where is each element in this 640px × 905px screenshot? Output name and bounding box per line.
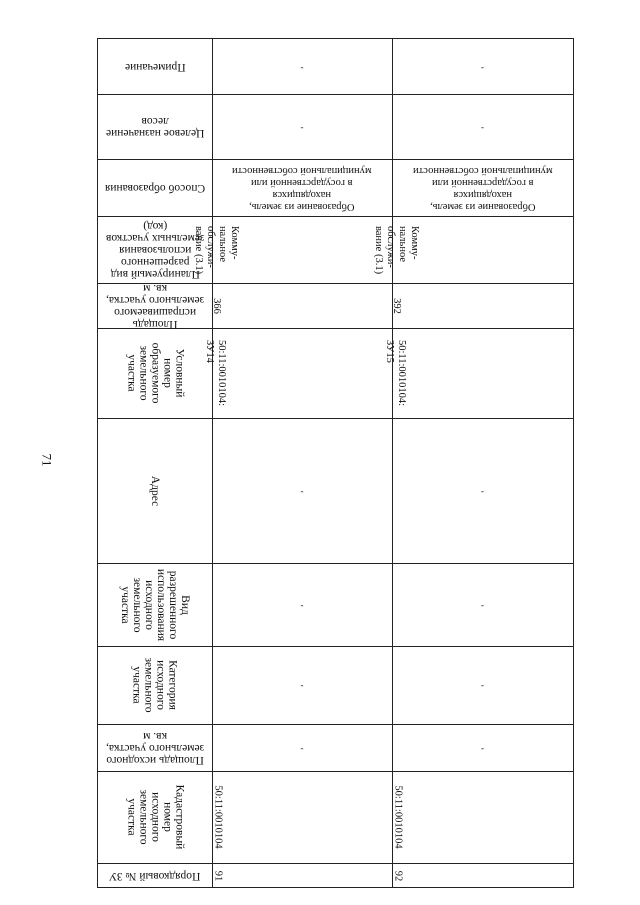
row91-number: [212, 863, 392, 889]
header-category-source-text: Категория исходного земельного участка: [130, 657, 179, 713]
header-note-text: Примечание: [124, 60, 186, 73]
header-planned-use-text: Планируемый вид разрешенного использования земельных участков (код): [105, 219, 205, 280]
row92-forest-purpose-text: -: [481, 121, 484, 132]
row92-formation-method: [392, 159, 573, 216]
row92-category-source-text: -: [481, 680, 484, 690]
row91-conditional-number: [204, 328, 392, 418]
row92-number-text: 92: [392, 870, 404, 882]
header-row-no-text: Порядковый № ЗУ: [109, 870, 201, 882]
row92-permitted-use-source-text: -: [481, 599, 484, 610]
row91-conditional-number-text: 50:11:0010104: ЗУ14: [204, 339, 228, 407]
row91-area-source: [212, 724, 392, 771]
row91-formation-method: [212, 159, 392, 216]
page-number: 71: [39, 453, 55, 467]
row91-number-text: 91: [212, 870, 224, 882]
row91-permitted-use-source: [212, 563, 392, 646]
row91-forest-purpose: [212, 94, 392, 159]
header-area-source: [98, 724, 212, 771]
row91-address: [212, 418, 392, 563]
header-permitted-use-source-text: Вид разрешенного использования исходного земельного участка: [118, 568, 191, 641]
row92-number: [392, 863, 573, 889]
row91-forest-purpose-text: -: [300, 121, 304, 132]
row91-formation-method-text: Образование из земель, находящихся в государственной или муниципальной собственности: [232, 164, 372, 212]
header-forest-purpose: [98, 94, 212, 159]
header-area-source-text: Площадь исходного земельного участка, кв. м: [105, 729, 205, 766]
header-address-text: Адрес: [149, 475, 161, 506]
row91-cadastral-source-text: 50:11:0010104: [212, 785, 224, 849]
row92-address: [392, 418, 573, 563]
row92-area-source: [392, 724, 573, 771]
row92-conditional-number-text: 50:11:0010104: ЗУ15: [384, 339, 408, 407]
row91-cadastral-source: [212, 771, 392, 863]
row92-planned-use-text: Комму- нальное обслужи- вание (3.1): [373, 225, 421, 274]
row92-requested-area: [392, 283, 573, 328]
row92-cadastral-source: [392, 771, 573, 863]
row92-permitted-use-source: [392, 563, 573, 646]
header-category-source: [98, 646, 212, 724]
row91-permitted-use-source-text: -: [300, 599, 304, 610]
row92-cadastral-source-text: 50:11:0010104: [392, 785, 404, 849]
land-plot-table: [97, 38, 574, 888]
row91-planned-use-text: Комму- нальное обслужи- вание (3.1): [193, 225, 241, 274]
row91-category-source-text: -: [300, 680, 304, 690]
header-cadastral-source-text: Кадастровый номер исходного земельного участка: [124, 784, 185, 850]
row92-formation-method-text: Образование из земель, находящихся в государственной или муниципальной собственности: [412, 164, 553, 212]
row91-requested-area-text: 366: [210, 297, 222, 314]
row92-conditional-number: [384, 328, 573, 418]
header-row-no: [98, 863, 212, 889]
row92-address-text: -: [481, 485, 484, 496]
header-cadastral-source: [98, 771, 212, 863]
row92-forest-purpose: [392, 94, 573, 159]
header-requested-area: [98, 283, 212, 328]
header-note: [98, 39, 212, 94]
row92-planned-use: [373, 216, 573, 283]
row91-note: [212, 39, 392, 94]
header-requested-area-text: Площадь испрашиваемого земельного участка, кв. м: [105, 281, 205, 330]
row91-planned-use: [193, 216, 392, 283]
row91-area-source-text: -: [300, 742, 304, 753]
row92-requested-area-text: 392: [390, 297, 402, 314]
row91-address-text: -: [300, 485, 304, 496]
row91-requested-area: [212, 283, 392, 328]
row92-category-source: [392, 646, 573, 724]
header-conditional-number-text: Условный номер образуемого земельного участка: [124, 342, 185, 404]
header-address: [98, 418, 212, 563]
header-conditional-number: [98, 328, 212, 418]
header-forest-purpose-text: Целевое назначение лесов: [105, 114, 205, 139]
row91-category-source: [212, 646, 392, 724]
header-formation-method: [98, 159, 212, 216]
row92-note: [392, 39, 573, 94]
header-formation-method-text: Способ образования: [104, 181, 206, 194]
row92-note-text: -: [481, 61, 484, 72]
row92-area-source-text: -: [481, 742, 484, 753]
row91-note-text: -: [300, 61, 304, 72]
header-permitted-use-source: [98, 563, 212, 646]
